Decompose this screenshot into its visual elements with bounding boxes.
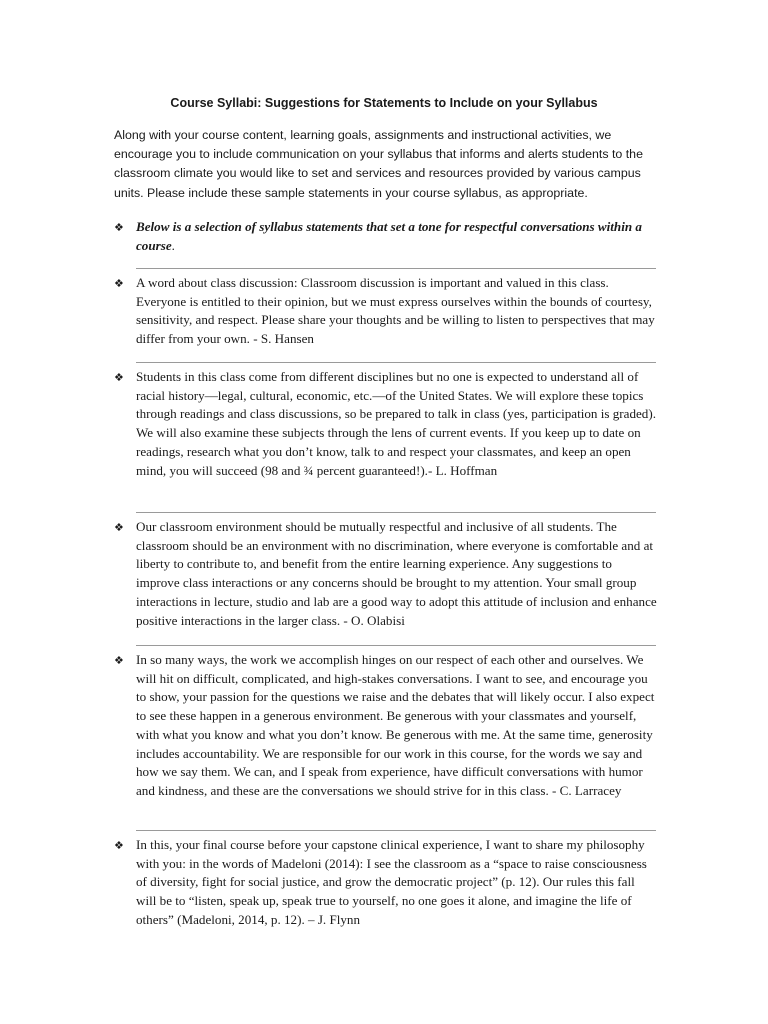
statement-text: In this, your final course before your capstone clinical experience, I want to share my philosophy with you: in the words of Madeloni (2014): I see the classroom as a “space to raise consciousness of diversity, fight for social justice, and grow the democratic project” (p. 12). Our rules this fall will be to “listen, speak up, speak true to yourself, no one goes it alone, and imagine the life of others” (Madeloni, 2014, p. 12). – J. Flynn [136,837,647,927]
lead-statement-emphasis: Below is a selection of syllabus statements that set a tone for respectful conversations within a course [136,219,642,253]
lead-statement-text [136,218,658,255]
divider-line [136,268,656,269]
intro-paragraph: Along with your course content, learning goals, assignments and instructional activities, we encourage you to include communication on your syllabus that informs and alerts students to the classroom climate you would like to set and services and resources provided by various campus units. Please include these sample statements in your course syllabus, as appropriate. [114,128,643,200]
statement-text: In so many ways, the work we accomplish hinges on our respect of each other and ourselves. We will hit on difficult, complicated, and high-stakes conversations. I want to see, and encourage you to show, your passion for the questions we raise and the debates that will likely occur. I also expect to see these happen in a generous environment. Be generous with your classmates and yourself, with what you know and what you don’t know. Be generous with me. At the same time, generosity includes accountability. We are responsible for our work in this course, for the words we say and how we say them. We can, and I speak from experience, have difficult conversations with humor and kindness, and these are the conversations we should strive for in this class. - C. Larracey [136,652,655,798]
diamond-bullet-icon: ❖ [114,521,124,534]
diamond-bullet-icon: ❖ [114,654,124,667]
divider-line [136,362,656,363]
diamond-bullet-icon: ❖ [114,839,124,852]
statement-text: A word about class discussion: Classroom discussion is important and valued in this class. Everyone is entitled to their opinion, but we must express ourselves within the bounds of courtesy, sensitivity, and respect. Please share your thoughts and be willing to listen to perspectives that may differ from your own. - S. Hansen [136,275,655,347]
lead-statement-period: . [171,237,175,253]
divider-line [136,830,656,831]
divider-line [136,512,656,513]
document-title: Course Syllabi: Suggestions for Statements to Include on your Syllabus [170,96,598,110]
statement-text: Our classroom environment should be mutually respectful and inclusive of all students. The classroom should be an environment with no discrimination, where everyone is comfortable and at liberty to contribute to, and benefit from the entire learning experience. Any suggestions to improve class interactions or any concerns should be brought to my attention. Your small group interactions in lecture, studio and lab are a good way to adopt this attitude of inclusion and enhance positive interactions in the larger class. - O. Olabisi [136,519,657,628]
diamond-bullet-icon: ❖ [114,371,124,384]
divider-line [136,645,656,646]
diamond-bullet-icon: ❖ [114,277,124,290]
statement-text: Students in this class come from different disciplines but no one is expected to understand all of racial history—legal, cultural, economic, etc.—of the United States. We will explore these topics through readings and class discussions, so be prepared to talk in class (yes, participation is graded). We will also examine these subjects through the lens of current events. If you keep up to date on readings, research what you don’t know, talk to and respect your classmates, and keep an open mind, you will succeed (98 and ¾ percent guaranteed!).- L. Hoffman [136,369,656,478]
diamond-bullet-icon: ❖ [114,221,124,234]
